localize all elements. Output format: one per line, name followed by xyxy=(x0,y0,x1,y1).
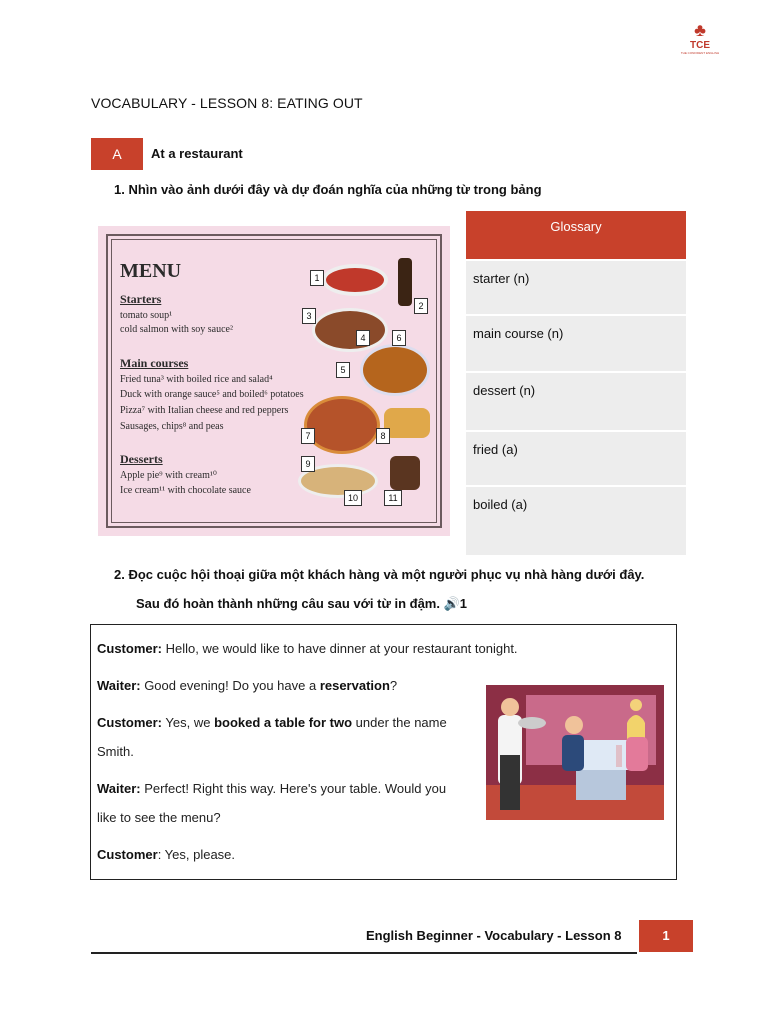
menu-main-title: Main courses xyxy=(120,356,189,370)
menu-number-label: 5 xyxy=(336,362,350,378)
menu-number-label: 1 xyxy=(310,270,324,286)
dialogue-line-continuation: like to see the menu? xyxy=(97,810,221,825)
menu-starter-item: tomato soup¹ xyxy=(120,310,173,321)
dialogue-line xyxy=(97,678,397,693)
menu-main-item: Fried tuna³ with boiled rice and salad⁴ xyxy=(120,374,273,385)
glossary-row: fried (a) xyxy=(466,430,686,485)
audio-track-number: 1 xyxy=(459,596,468,611)
speaker-label: Customer: xyxy=(97,641,163,656)
menu-number-label: 8 xyxy=(376,428,390,444)
page-title: VOCABULARY - LESSON 8: EATING OUT xyxy=(91,95,363,111)
dialogue-text: Good evening! Do you have a xyxy=(140,678,320,693)
menu-number-label: 6 xyxy=(392,330,406,346)
menu-number-label: 3 xyxy=(302,308,316,324)
tuna-plate-illustration xyxy=(312,308,388,352)
ice-cream-illustration xyxy=(390,456,420,490)
restaurant-illustration xyxy=(486,685,664,820)
menu-number-label: 11 xyxy=(384,490,402,506)
page-number: 1 xyxy=(639,920,693,952)
glossary-row: starter (n) xyxy=(466,259,686,314)
soy-sauce-bottle-illustration xyxy=(398,258,412,306)
glossary-row: dessert (n) xyxy=(466,371,686,430)
menu-number-label: 4 xyxy=(356,330,370,346)
menu-starter-item: cold salmon with soy sauce² xyxy=(120,324,233,335)
bold-vocabulary: booked a table for two xyxy=(214,715,353,730)
bold-vocabulary: reservation xyxy=(319,678,390,693)
menu-number-label: 7 xyxy=(301,428,315,444)
question-2-line-2 xyxy=(136,596,467,612)
dialogue-line xyxy=(97,781,446,796)
dialogue-text: : Yes, please. xyxy=(157,847,236,862)
menu-main-item: Pizza⁷ with Italian cheese and red peppers xyxy=(120,405,289,416)
menu-number-label: 9 xyxy=(301,456,315,472)
menu-starters-title: Starters xyxy=(120,292,162,306)
tree-icon: ♣ xyxy=(694,20,706,40)
footer-text: English Beginner - Vocabulary - Lesson 8 xyxy=(366,928,622,943)
logo-text: TCE xyxy=(690,40,710,51)
menu-number-label: 2 xyxy=(414,298,428,314)
duck-plate-illustration xyxy=(360,344,430,396)
question-2-line-1: 2. Đọc cuộc hội thoại giữa một khách hàng và một người phục vụ nhà hàng dưới đây. xyxy=(114,567,645,582)
dialogue-line xyxy=(97,847,235,862)
dialogue-line xyxy=(97,641,518,656)
dialogue-line xyxy=(97,715,447,730)
dialogue-text: ? xyxy=(389,678,398,693)
glossary-row: boiled (a) xyxy=(466,485,686,555)
speaker-label: Customer: xyxy=(97,715,163,730)
chips-illustration xyxy=(384,408,430,438)
menu-dessert-item: Apple pie⁹ with cream¹⁰ xyxy=(120,470,217,481)
pizza-illustration xyxy=(304,396,380,454)
logo xyxy=(678,20,722,68)
section-title: At a restaurant xyxy=(151,146,243,161)
footer-divider xyxy=(91,952,637,954)
section-letter-badge: A xyxy=(91,138,143,170)
restaurant-scene-svg xyxy=(486,685,664,820)
menu-main-item: Duck with orange sauce⁵ and boiled⁶ potatoes xyxy=(120,389,304,400)
menu-desserts-title: Desserts xyxy=(120,452,163,466)
dialogue-line-continuation: Smith. xyxy=(97,744,134,759)
glossary-row: main course (n) xyxy=(466,314,686,371)
logo-tagline: THE CONFIDENT ENGLISH xyxy=(680,51,720,55)
glossary-header: Glossary xyxy=(466,211,686,259)
speaker-audio-icon[interactable]: 🔊 xyxy=(443,596,460,611)
menu-dessert-item: Ice cream¹¹ with chocolate sauce xyxy=(120,485,251,496)
speaker-label: Waiter: xyxy=(97,678,141,693)
menu-image xyxy=(98,226,450,536)
glossary-table xyxy=(466,211,686,555)
dialogue-text: Perfect! Right this way. Here's your table. Would you xyxy=(140,781,447,796)
dialogue-text: under the name xyxy=(352,715,447,730)
soup-bowl-illustration xyxy=(322,264,388,296)
dialogue-text: Hello, we would like to have dinner at your restaurant tonight. xyxy=(162,641,518,656)
menu-heading: MENU xyxy=(120,260,182,282)
dialogue-text: Yes, we xyxy=(162,715,215,730)
question-2-text: Sau đó hoàn thành những câu sau với từ in đậm. xyxy=(136,596,440,611)
menu-number-label: 10 xyxy=(344,490,362,506)
question-1: 1. Nhìn vào ảnh dưới đây và dự đoán nghĩa của những từ trong bảng xyxy=(114,182,542,197)
speaker-label: Waiter: xyxy=(97,781,141,796)
menu-main-item: Sausages, chips⁸ and peas xyxy=(120,421,224,432)
speaker-label: Customer xyxy=(97,847,158,862)
